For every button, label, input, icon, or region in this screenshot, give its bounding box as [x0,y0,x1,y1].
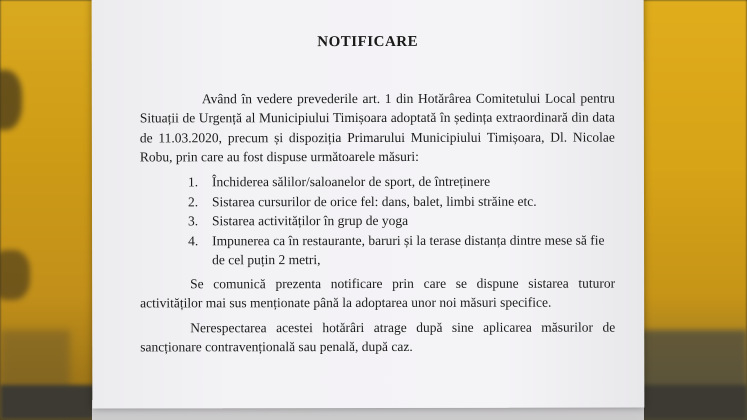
measures-list [188,172,608,271]
warning-paragraph: Nerespectarea acestei hotărâri atrage după sine aplicarea măsurilor de sancționare contravențională sau penală, după caz. [140,319,616,355]
list-item-number: 2. [187,193,199,209]
communication-paragraph: Se comunică prezenta notificare prin care se dispune sistarea tuturor activităților mai sus menționate până la adoptarea unor noi măsuri specifice. [140,275,616,311]
list-item [188,172,608,192]
list-item [188,230,608,270]
notice-paper [92,0,645,408]
background-shape [0,250,30,300]
list-item-number: 3. [188,213,199,229]
notice-intro-paragraph: Având în vedere prevederile art. 1 din Hotărârea Comitetului Local pentru Situații de Urgență al Municipiului Timișoara adoptată în ședința extraordinară din data de 11.03.2020, precum și dispoziția Primarului Municipiului Timișoara, Dl. Nicolae Robu, prin care au fost dispuse următoarele măsuri: [139,90,615,165]
list-item-text: Închiderea sălilor/saloanelor de sport, de întreținere [211,173,491,190]
list-item-text: Sistarea cursurilor de orice fel: dans, balet, limbi străine etc. [211,193,537,209]
list-item-text: Sistarea activităților în grup de yoga [212,213,409,229]
list-item [188,211,608,231]
list-item-number: 1. [187,174,199,190]
list-item-text: Impunerea ca în restaurante, baruri și la terase distanța dintre mese să fie de cel puțin 2 metri, [212,232,605,268]
notice-title: NOTIFICARE [317,33,419,51]
list-item [188,191,608,211]
list-item-number: 4. [188,233,199,249]
